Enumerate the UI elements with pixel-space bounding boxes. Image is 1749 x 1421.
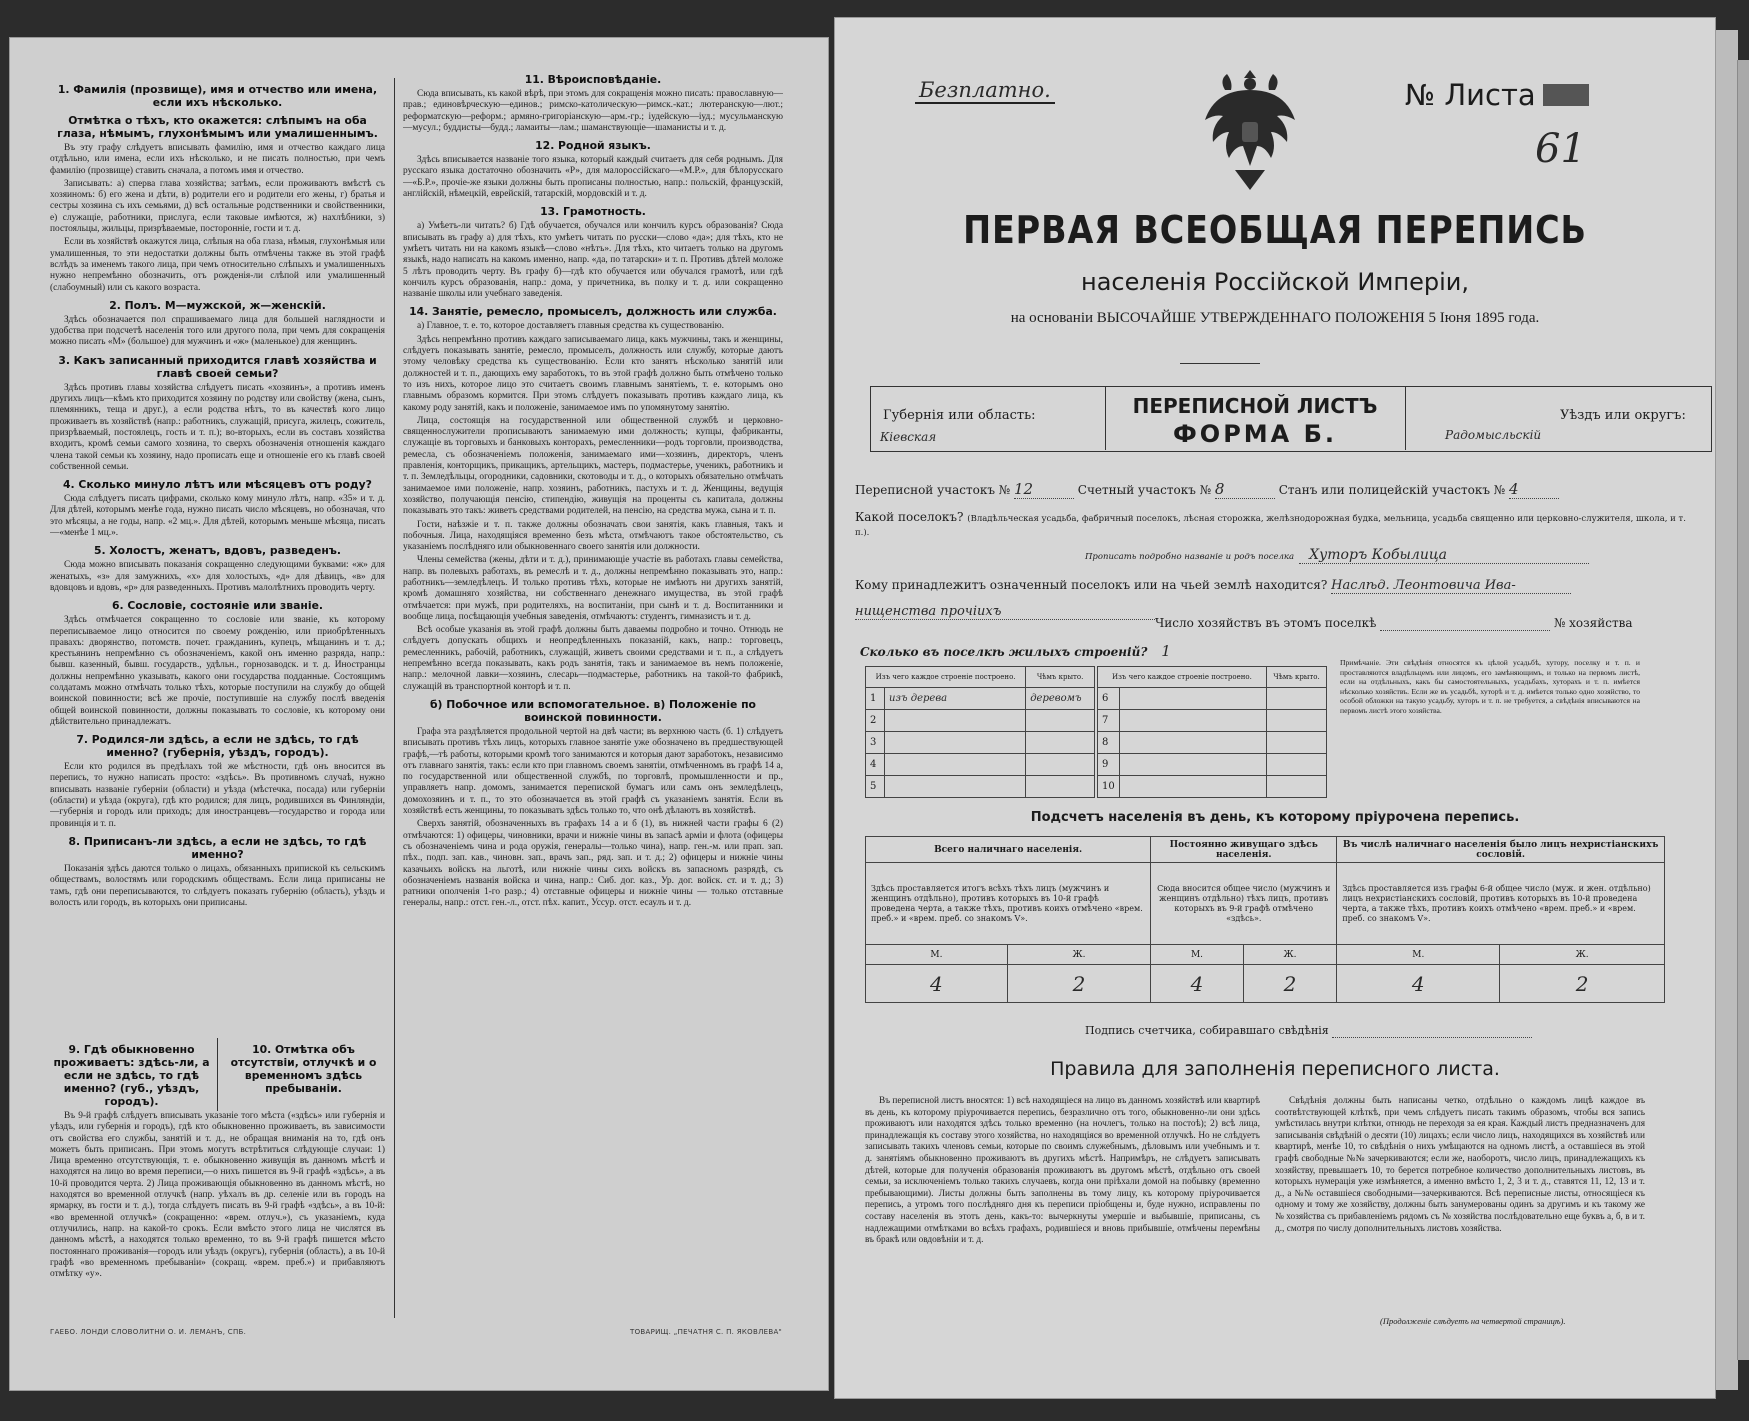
instruction-paragraph: Въ эту графу слѣдуетъ вписывать фамилію, имя и отчество каждаго лица отдѣльно, или имена, если ихъ нѣсколько, и не писать полностью, при чемъ фамилію (прозвище) ставить сначала, а потомъ имя и отчество. [50,143,385,176]
buildings-line [860,642,1171,660]
col10-heading-text: 10. Отмѣтка объ отсутствіи, отлучкѣ и о временномъ здѣсь пребываніи. [230,1043,377,1095]
poselok-hint: (Владѣльческая усадьба, фабричный поселокъ, лѣсная сторожка, желѣзнодорожная будка, мельница, усадьба священно или церковно-служителя, школа, и т. п.). [855,514,1686,538]
building-row [1098,710,1327,732]
col9-heading-text: 9. Гдѣ обыкновенно проживаетъ: здѣсь-ли, а если не здѣсь, то гдѣ именно? (губ., уѣздъ, городъ). [53,1043,210,1108]
building-material-cell [885,732,1026,754]
form-title-1: ПЕРЕПИСНОЙ ЛИСТЪ [1132,394,1378,418]
instruction-heading: 12. Родной языкъ. [535,139,651,153]
uchastok-line [855,480,1695,499]
count-present-m: 4 [866,965,1008,1003]
bld-col-material-2: Изъ чего каждое строеніе построено. [1098,667,1267,688]
instruction-paragraph: Сверхъ занятій, обозначенныхъ въ графахъ 14 а и б (1), въ нижней части графы 6 (2) отмѣчаются: 1) офицеры, чиновники, врачи и нижніе чины въ запасѣ арміи и флота (офицеры съ обозначеніемъ чина и рода оружія, генералы—только чина), напр. ген.-м. или прап. зап. пѣх., подп. зап. кав., чиновн. зап., врачъ зап., ряд. зап. и т. д.; 2) офицеры и нижніе чины казачьихъ войскъ на льготѣ, или нижніе чины сихъ войскъ въ запасномъ разрядѣ, съ обозначеніемъ названія войска и чина, напр.: Сиб. дог. каз., Ур. дог. войск. ст. и т. д.; 3) ратники ополченія 1-го разр.; 4) отставные офицеры и нижніе чины — только отставные генералы, напр.: отст. ген.-л., отст. пѣх. капит., Уссур. отст. есаулъ и т. д. [403,819,783,909]
instruction-paragraph: Если кто родился въ предѣлахъ той же мѣстности, гдѣ онъ вносится въ перепись, то нужно написать просто: «здѣсь». Въ противномъ случаѣ, нужно вписывать названіе губерніи (области) и уѣзда (мѣстечка, посада) или губерніи (области) и уѣзда (округа), гдѣ кто родился; для лицъ, родившихся въ Финляндіи,—губернія и городъ или приходъ; для иностранцевъ—государство и города или провинція и т. п. [50,762,385,829]
building-material-cell [1119,754,1266,776]
instruction-paragraph: Здѣсь вписывается названіе того языка, который каждый считаетъ для себя роднымъ. Для русскаго языка достаточно обозначить «Р», для малороссійскаго—«М.Р.», для бѣлорусскаго—«Б.Р.», прочіе-же языки должны быть прописаны полностью, напр.: польскій, французскій, англійскій, нѣмецкій, еврейскій, татарскій, мордовскій и т. д. [403,155,783,200]
population-count-table [865,836,1665,1003]
building-material-cell [1119,710,1266,732]
rules-right-text: Свѣдѣнія должны быть написаны четко, отдѣльно о каждомъ лицѣ каждое въ соотвѣтствующей клѣткѣ, при чемъ слѣдуетъ писать такимъ образомъ, чтобы вся запись умѣстилась внутри клѣтки, отнюдь не переходя за ея края. Каждый листъ предназначенъ для записыванія свѣдѣній о десяти (10) лицахъ; если число лицъ, находящихся въ хозяйствѣ или квартирѣ, менѣе 10, то свѣдѣнія о нихъ умѣщаются на одномъ листѣ, а оставшіеся въ этой графѣ свободные №№ зачеркиваются; если же, наоборотъ, число лицъ, принадлежащихъ къ хозяйству, превышаетъ 10, то берется потребное количество дополнительныхъ листовъ, въ которыхъ нумерація уже измѣняется, а именно вмѣсто 1, 2, 3 и т. д., ставятся 11, 12, 13 и т. д., а №№ оставшіеся свободными—зачеркиваются. Всѣ переписные листы, относящіеся къ одному и тому же хозяйству, должны быть занумерованы одинъ за другимъ и къ такому же № хозяйства съ прибавленіемъ рядомъ съ № хозяйства послѣдовательно еще буквъ а, б, в и т. д., смотря по числу дополнительныхъ листовъ хозяйства. [1275,1096,1645,1234]
building-material-cell: изъ дерева [885,688,1026,710]
zh-label-1: Ж. [1007,945,1150,965]
households-blank [1380,616,1550,631]
buildings-table-left [865,666,1095,798]
building-material-cell [1119,688,1266,710]
instruction-paragraph: Члены семейства (жены, дѣти и т. д.), принимающіе участіе въ работахъ главы семейства, напр. въ полевыхъ работахъ, въ ремеслѣ и т. д., должны непремѣнно показывать это, напр.: работникъ—земледѣлецъ. И только противъ тѣхъ, которые не имѣютъ ни другихъ занятій, кромѣ домашняго хозяйства, ни собственнаго денежнаго имущества, въ этой графѣ отмѣчается: при мужѣ, при родителяхъ, на воспитаніи, при сынѣ и т. д. Воспитанники и вообще лица, посѣщающія учебныя заведенія, отмѣчаютъ: студентъ, гимназистъ и т. д. [403,555,783,622]
building-roof-cell: деревомъ [1026,688,1095,710]
left-page [10,38,828,1390]
instruction-heading: 1. Фамилія (прозвище), имя и отчество или имена, если ихъ нѣсколько. [57,83,378,109]
zh-label-3: Ж. [1500,945,1665,965]
building-row-number: 8 [1098,732,1120,754]
count-present-f: 2 [1007,965,1150,1003]
poselok-hint-2: Прописать подробно названіе и родъ поселка [1085,552,1295,562]
instruction-heading: 5. Холостъ, женатъ, вдовъ, разведенъ. [93,544,342,558]
col9-heading [50,1038,213,1111]
building-row-number: 9 [1098,754,1120,776]
instruction-heading: 6. Сословіе, состояніе или званіе. [112,599,323,613]
instruction-paragraph: Записывать: а) сперва глава хозяйства; затѣмъ, если проживаютъ вмѣстѣ съ хозяиномъ: б) его жена и дѣти, в) родители его и родители его жены, г) братья и сестры хозяина съ ихъ семьями, д) всѣ остальные родственники и свойственники, е) служащіе, работники, прислуга, если таковые имѣются, ж) нахлѣбники, з) постояльцы, жильцы, призрѣваемые, посторонніе, гости и т. д. [50,178,385,235]
building-row-number: 6 [1098,688,1120,710]
building-row [866,732,1095,754]
instructions-9-10 [50,1038,385,1318]
building-row [866,754,1095,776]
rules-title: Правила для заполненія переписного листа. [1050,1058,1500,1080]
instruction-paragraph: Показанія здѣсь даются только о лицахъ, обязанныхъ припиской къ сельскимъ обществамъ, волостямъ или городскимъ обществамъ. Если лица приписаны не тамъ, гдѣ они переписываются, то слѣдуетъ показать губернію (область), уѣздъ и волость или городъ, въ которыхъ они приписаны. [50,863,385,908]
uezd-label: Уѣздъ или округъ: [1560,408,1686,423]
count-title: Подсчетъ населенія въ день, къ которому пріурочена перепись. [1030,810,1520,825]
instruction-paragraph: Всѣ особые указанія въ этой графѣ должны быть даваемы подробно и точно. Отнюдь не слѣдуетъ допускать общихъ и неопредѣленныхъ показаній, какъ, напр.: торговецъ, ремесленникъ, рабочій, работникъ, служащій, живетъ своими средствами и т. п., а слѣдуетъ непремѣнно всегда показывать, какъ родъ занятія, такъ и занимаемое въ немъ положеніе, напр.: мелочной лавки—хозяинъ, слесарь—подмастерье, работникъ на такой-то фабрикѣ, служащій въ транспортной конторѣ и т. п. [403,625,783,692]
free-stamp: Безплатно. [915,78,1055,104]
building-row [1098,776,1327,798]
left-footer-2: ТОВАРИЩ. „ПЕЧАТНЯ С. П. ЯКОВЛЕВА" [630,1328,783,1336]
building-row-number: 5 [866,776,885,798]
bld-col-roof-2: Чѣмъ крыто. [1266,667,1326,688]
household-no-label: № хозяйства [1553,616,1633,630]
count-col1-head: Всего наличнаго населенія. [866,837,1151,863]
m-label-1: М. [866,945,1008,965]
bld-col-roof: Чѣмъ крыто. [1026,667,1095,688]
census-form-page [835,18,1715,1398]
count-col3-desc: Здѣсь проставляется изъ графы 6-й общее число (муж. и жен. отдѣльно) лицъ нехристіанскихъ сословій, противъ которыхъ въ 10-й проведена черта, а также тѣхъ, противъ коихъ отмѣчено «врем. преб.» и «врем. преб. со знакомъ V». [1337,863,1665,945]
building-material-cell [885,754,1026,776]
instruction-paragraph: Сюда слѣдуетъ писать цифрами, сколько кому минуло лѣтъ, напр. «35» и т. д. Для дѣтей, которымъ менѣе года, нужно писать число мѣсяцевъ, но обозначая, что это мѣсяцы, а не годы, напр. «2 мц.». Для дѣтей, которымъ меньше мѣсяца, писать—«менѣе 1 мц.». [50,494,385,539]
sheet-number-label: № Листа [1405,78,1536,112]
building-row [866,710,1095,732]
title-divider [1180,363,1260,364]
poselok-block [855,510,1695,538]
building-material-cell [885,710,1026,732]
poselok-value: Хуторъ Кобылица [1299,547,1589,564]
form-title-2: ФОРМА Б. [1172,420,1337,448]
instructions-column-2 [403,68,783,1318]
instruction-heading: 11. Вѣроисповѣданіе. [524,73,662,86]
building-row [1098,754,1327,776]
instruction-paragraph: Здѣсь отмѣчается сокращенно то сословіе или званіе, къ которому переписываемое лицо относится по своему рожденію, или приобрѣтенныхъ правахъ: дворянство, потомств. почет. гражданинъ, купецъ, мѣщанинъ и т. д.; крестьянинъ непремѣнно съ обозначеніемъ, какой онъ именно разряда, напр.: бывш. казенный, бывш. государств., удѣльн., горнозаводск. и т. д. Иностранцы должны непремѣнно указывать, какого они государства подданные. Состоящимъ солдатамъ можно отмѣчать только тѣхъ, которые поступили на службу до общей воинской повинности; всѣ же прочіе, поступившіе на службу послѣ введенія общей воинской повинности, должны показывать то сословіе, къ которому они дѣйствительно принадлежатъ. [50,615,385,727]
count-col3-head: Въ числѣ наличнаго населенія было лицъ нехристіанскихъ сословій. [1337,837,1665,863]
building-row [866,776,1095,798]
instruction-heading: 7. Родился-ли здѣсь, а если не здѣсь, то гдѣ именно? (губернія, уѣздъ, городъ). [76,733,359,760]
instruction-paragraph: Здѣсь противъ главы хозяйства слѣдуетъ писать «хозяинъ», а противъ именъ другихъ лицъ—кѣмъ кто приходится хозяину по родству или свойству (жена, сынъ, племянникъ, теща и друг.), а если родства нѣтъ, то въ качествѣ кого лицо проживаетъ въ хозяйствѣ (напр.: работникъ, служащій, присуга, жилецъ, сожитель, призрѣваемый, постоялецъ, гость и т. п.); во-вторыхъ, если въ составъ хозяйства входитъ, кромѣ семьи самого хозяина, то сверхъ обозначенія отношенія каждаго члена такой семьи къ хозяину, надо прописать еще и отношеніе его къ главѣ своей собственной семьи. [50,382,385,472]
instruction-heading: б) Побочное или вспомогательное. в) Положеніе по воинской повинности. [430,697,756,724]
instruction-paragraph: Графа эта раздѣляется продольной чертой на двѣ части; въ верхнюю часть (б. 1) слѣдуетъ вписывать противъ тѣхъ лицъ, которыхъ главное занятіе уже обозначено въ предшествующей графѣ,—тѣ работы, которыми кромѣ того занимаются и которыя дают заработокъ, независимо отъ главнаго занятія, такъ: если кто при главномъ своемъ занятіи, отмѣченномъ въ графѣ 14 а, по государственной или общественной службѣ, по торговлѣ, промышленности и пр., управляетъ напр. домомъ, занимается перепиской бумагъ или самъ онъ земледѣлецъ, домохозяинъ и т. п., то это обозначается въ этой графѣ съ указаніемъ занятія. Если въ хозяйствѣ есть женщины, то показывать здѣсь только то, что онѣ дѣлаютъ въ хозяйствѣ. [403,726,783,817]
count-resident-m: 4 [1151,965,1244,1003]
col9-10-text [50,1111,385,1282]
instruction-heading: 13. Грамотность. [540,205,646,219]
sheet-number-box [1543,84,1589,106]
building-roof-cell [1026,710,1095,732]
instruction-heading: 2. Полъ. М—мужской, ж—женскій. [109,298,326,312]
instruction-paragraph: Если въ хозяйствѣ окажутся лица, слѣпыя на оба глаза, нѣмыя, глухонѣмыя или умалишенныя, то эти недостатки должны быть отмѣчены также въ этой графѣ вслѣдъ за именемъ такого лица, при чемъ относительно слѣпыхъ и умалишенныхъ нужно непремѣнно обозначить, отъ рожденія-ли слѣпой или умалишенный (слабоумный) или съ какого возраста. [50,237,385,293]
uchastok-value: 12 [1014,480,1074,499]
col10-heading [222,1038,385,1111]
building-roof-cell [1026,732,1095,754]
instructions-column-1 [50,78,385,1038]
census-basis: на основаніи ВЫСОЧАЙШЕ УТВЕРЖДЕННАГО ПОЛОЖЕНІЯ 5 Іюня 1895 года. [1010,310,1540,326]
instruction-heading: 4. Сколько минуло лѣтъ или мѣсяцевъ отъ роду? [63,478,372,492]
count-col1-desc: Здѣсь проставляется итогъ всѣхъ тѣхъ лицъ (мужчинъ и женщинъ отдѣльно), противъ которыхъ въ 10-й графѣ проведена черта, а также тѣхъ, противъ коихъ отмѣчено «врем. преб.» и «врем. преб. со знакомъ V». [866,863,1151,945]
rules-right-column [1275,1096,1645,1314]
owner-value-1: Наслѣд. Леонтовича Ива- [1331,578,1571,594]
poselok-label: Какой поселокъ? [855,510,964,524]
buildings-table-right [1097,666,1327,798]
signature-blank [1332,1024,1532,1038]
owner-label: Кому принадлежитъ означенный поселокъ или на чьей землѣ находится? [855,578,1328,592]
col9-10-paragraph: Въ 9-й графѣ слѣдуетъ вписывать указаніе того мѣста («здѣсь» или губернія и уѣздъ, или губернія и городъ), гдѣ кто обыкновенно проживаетъ, въ зависимости отъ свойства его службы, занятій и т. д., не обращая вниманія на то, гдѣ онъ можетъ быть приписанъ. При этомъ могутъ встрѣтиться слѣдующіе случаи: 1) Лица временно отсутствующія, т. е. обыкновенно живущія въ данномъ мѣстѣ и находятся на лицо во время переписи,—о нихъ пишется въ 9-й графѣ «здѣсь», а въ 10-й проводится черта. 2) Лица проживающія обыкновенно въ данномъ мѣстѣ, но находятся во временной отлучкѣ (напр. уѣхалъ въ др. селеніе или въ городъ на ярмарку, въ гости и т. д.), тогда слѣдуетъ писать въ 9-й графѣ «здѣсь», а въ 10-й: «во временной отлучкѣ» (сокращенно: «врем. отлуч.»), съ указаніемъ, куда отлучились, напр. на какой-то срокъ. Если вмѣсто этого лица не числятся въ данномъ мѣстѣ, а находятся только временно, то въ 9-й графѣ пишется мѣсто постояннаго проживанія—городъ или уѣздъ (округъ), губернія (область), а въ 10-й графѣ «во временномъ пребываніи» (сокращ. «врем. преб.») и прибавляютъ отмѣтку «у». [50,1111,385,1280]
building-row-number: 7 [1098,710,1120,732]
rules-left-text: Въ переписной листъ вносятся: 1) всѣ находящіеся на лицо въ данномъ хозяйствѣ или квартирѣ въ день, къ которому пріурочивается перепись, безразлично отъ того, обыкновенно-ли они здѣсь проживаютъ или находятся здѣсь только временно (на ночлегъ, только на постоѣ); 2) всѣ лица, принадлежащія къ составу этого хозяйства, но находящіяся во временной отлучкѣ. Но не слѣдуетъ записывать такихъ членовъ семьи, которые по своимъ служебнымъ, дѣловымъ или учебнымъ и т. д. занятіямъ обыкновенно проживаютъ въ другихъ мѣстѣ. Напримѣръ, не слѣдуетъ записывать дѣтей, которые для полученія образованія проживаютъ въ другомъ мѣстѣ, отдѣльно отъ своей семьи, за исключеніемъ только такихъ случаевъ, когда они пріѣхали домой на побывку (временно пребывающими). Листы должны быть заполнены въ тому лицу, къ которому пріурочивается перепись, а утромъ того послѣдняго дня къ переписи пріобщены и, буде нужно, исправлены по составу населенія въ этотъ день, какъ-то: вычеркнуты умершіе и выбывшіе, приписаны, съ надлежащими отмѣтками во всѣхъ графахъ, родившіеся и вновь прибывшіе, отмѣчены перемѣны въ бракѣ или овдовѣніи и т. д. [865,1096,1260,1246]
building-roof-cell [1026,754,1095,776]
schet-value: 8 [1215,480,1275,499]
households-line [1155,616,1715,631]
owner-value-2: нищенства прочіихъ [855,604,1155,620]
count-col2-desc: Сюда вносится общее число (мужчинъ и женщинъ отдѣльно) тѣхъ лицъ, противъ которыхъ въ 9-й графѣ отмѣчено «здѣсь». [1151,863,1337,945]
gub-value: Кіевская [880,430,937,444]
sheet-number-value: 61 [1535,126,1586,172]
stan-label: Станъ или полицейскій участокъ № [1278,483,1506,497]
schet-label: Счетный участокъ № [1077,483,1212,497]
instruction-heading: 8. Приписанъ-ли здѣсь, а если не здѣсь, то гдѣ именно? [68,834,367,861]
instruction-paragraph: Сюда можно вписывать показанія сокращенно следующими буквами: «ж» для женатыхъ, «з» для замужнихъ, «х» для холостыхъ, «д» для дѣвицъ, «в» для вдовцовъ и вдовъ, «р» для разведенныхъ. Противъ малолѣтнихъ проводить черту. [50,560,385,593]
building-roof-cell [1266,732,1326,754]
double-headed-eagle-emblem [1195,60,1305,200]
rules-continue: (Продолженіе слѣдуетъ на четвертой страницѣ). [1380,1316,1566,1326]
signature-line [1085,1024,1532,1038]
instruction-paragraph: Лица, состоящія на государственной или общественной службѣ и церковно-священнослужители прописываютъ занимаемую ими должность; купцы, фабриканты, служащіе въ торговыхъ и банковыхъ конторахъ, ремесленники—родъ торговли, производства, ремесла, съ обозначеніемъ положенія, занимаемаго ими—хозяинъ, директоръ, членъ правленія, конторщикъ, прикащикъ, артельщикъ, мастеръ, подмастерье, ученикъ, работникъ и т. п. Земледѣльцы, огородники, садовники, скотоводы и т. д., о которыхъ обязательно отмѣчать занимаемое ими положеніе, напр. хозяинъ, работникъ, пастухъ и т. д. Женщины, ведущія хозяйство, получающія пенсію, стипендію, живущія на проценты съ капитала, должны показывать это такъ: живетъ средствами родителей, на пенсію, на средства мужа, сына и т. п. [403,415,783,517]
instruction-paragraph: а) Умѣетъ-ли читать? б) Гдѣ обучается, обучался или кончилъ курсъ образованія? Сюда вписывать въ графу а) для тѣхъ, кто умѣетъ читать по русски—слово «да»; для тѣхъ, кто не умѣетъ читать ни на какомъ языкѣ—слово «нѣтъ». Для тѣхъ, кто читаетъ только на другомъ языкѣ, надо написать на какомъ именно, напр. «да, по татарски» и т. п. Противъ дѣтей моложе 5 лѣтъ проводить черту. Въ графу б)—гдѣ кто обучается или обучался грамотѣ, или гдѣ кончилъ курсъ образованія, напр.: дома, у причетника, въ полку и т. д. или сокращенно названіе школы или учебнаго заведенія. [403,221,783,300]
households-label: Число хозяйствъ въ этомъ поселкѣ [1155,616,1377,630]
building-roof-cell [1266,754,1326,776]
building-roof-cell [1266,688,1326,710]
buildings-value: 1 [1161,642,1171,660]
building-roof-cell [1026,776,1095,798]
m-label-3: М. [1337,945,1500,965]
building-row-number: 10 [1098,776,1120,798]
census-subtitle: населенія Россійской Имперіи, [1081,268,1469,296]
building-row [866,688,1095,710]
count-col2-head: Постоянно живущаго здѣсь населенія. [1151,837,1337,863]
uchastok-label: Переписной участокъ № [855,483,1011,497]
count-nonchristian-f: 2 [1500,965,1665,1003]
buildings-label: Сколько въ поселкѣ жилыхъ строеній? [860,645,1148,659]
stan-value: 4 [1509,480,1559,499]
building-row-number: 1 [866,688,885,710]
instruction-paragraph: Здѣсь обозначается пол спрашиваемаго лица для большей наглядности и удобства при подсчетѣ населенія того или другого пола, при чемъ для сокращенія можно писать «М» (большое) для мужчинъ и «ж» (маленькое) для женщинъ. [50,314,385,348]
gub-label: Губернія или область: [883,408,1036,423]
paper-stack-edge [1715,30,1738,1390]
count-nonchristian-m: 4 [1337,965,1500,1003]
instruction-paragraph: Здѣсь непремѣнно противъ каждаго записываемаго лица, какъ мужчины, такъ и женщины, слѣдуетъ показывать занятіе, ремесло, промыселъ, должность или службу, которые даютъ этому человѣку средства къ существованію. Если кто занятъ нѣсколько занятій или должностей и т. п., дающихъ ему заработокъ, то въ этой графѣ должно быть отмѣчено только то изъ нихъ, которое лицо это считаетъ своимъ главнымъ занятіемъ, т. е. которымъ оно главнымъ образомъ кормится. При этомъ слѣдуетъ показывать противъ каждаго лица, къ какому роду занятій, какъ и положеніе, занимаемое имъ по упомянутому занятію. [403,334,783,413]
building-row-number: 2 [866,710,885,732]
owner-block [855,578,1695,594]
building-material-cell [1119,732,1266,754]
building-row [1098,732,1327,754]
instruction-heading: Отмѣтка о тѣхъ, кто окажется: слѣпымъ на оба глаза, нѣмымъ, глухонѣмымъ или умалишеннымъ. [57,114,378,140]
count-resident-f: 2 [1243,965,1337,1003]
building-roof-cell [1266,776,1326,798]
building-row-number: 3 [866,732,885,754]
instruction-heading: 14. Занятіе, ремесло, промыселъ, должность или служба. [409,305,777,319]
building-material-cell [885,776,1026,798]
m-label-2: М. [1151,945,1244,965]
zh-label-2: Ж. [1243,945,1337,965]
bld-col-material: Изъ чего каждое строеніе построено. [866,667,1026,688]
signature-label: Подпись счетчика, собиравшаго свѣдѣнія [1085,1024,1329,1037]
rules-left-column [865,1096,1260,1326]
instruction-heading: 3. Какъ записанный приходится главѣ хозяйства и главѣ своей семьи? [58,353,377,380]
instruction-paragraph: Гости, наѣзжіе и т. п. также должны обозначать свои занятія, какъ главныя, такъ и побочныя. Лица, находящіяся временно безъ мѣста, отмѣчаютъ такое обстоятельство, съ указаніемъ послѣдняго или обыкновеннаго своего занятія или должности. [403,519,783,553]
column-divider [394,78,395,1318]
instruction-paragraph: а) Главное, т. е. то, которое доставляетъ главныя средства къ существованію. [417,321,724,332]
building-row-number: 4 [866,754,885,776]
paper-stack-edge-2 [1737,60,1749,1360]
instruction-paragraph: Сюда вписывать, къ какой вѣрѣ, при этомъ для сокращенія можно писать: православную—прав.; единовѣрческую—единов.; римско-католическую—римск.-кат.; лютеранскую—лют.; реформатскую—реформ.; армяно-григоріанскую—арм.-гр.; іудейскую—іуд.; мусульманскую—мусул.; буддисты—будд.; ламаиты—лам.; шаманствующіе—шаманисты и т. д. [403,89,783,133]
building-roof-cell [1266,710,1326,732]
uezd-value: Радомысльскій [1445,428,1542,442]
census-title: ПЕРВАЯ ВСЕОБЩАЯ ПЕРЕПИСЬ [963,208,1587,252]
building-material-cell [1119,776,1266,798]
poselok-line-2 [1085,544,1685,564]
uezd-box-divider [1405,386,1406,450]
left-footer-1: ГАЕБО. ЛОНДИ СЛОВОЛИТНИ О. И. ЛЕМАНЪ, СПБ. [50,1328,247,1336]
building-row [1098,688,1327,710]
note-text: Примѣчаніе. Эти свѣдѣнія относятся къ цѣлой усадьбѣ, хутору, поселку и т. п. и проставляются владѣльцемъ или лицомъ, его замѣняющимъ, и только на первомъ листѣ, если на отдѣльныхъ, какъ бы самостоятельныхъ, усадьбахъ, хуторахъ и т. п. имѣется нѣсколько хозяйствъ. Если же въ усадьбѣ, хуторѣ и т. д. имѣется только одно хозяйство, то особой обложки на такую усадьбу, хуторъ и т. п. не требуется, а свѣдѣнія вписываются на первомъ листѣ этого хозяйства. [1340,658,1640,715]
